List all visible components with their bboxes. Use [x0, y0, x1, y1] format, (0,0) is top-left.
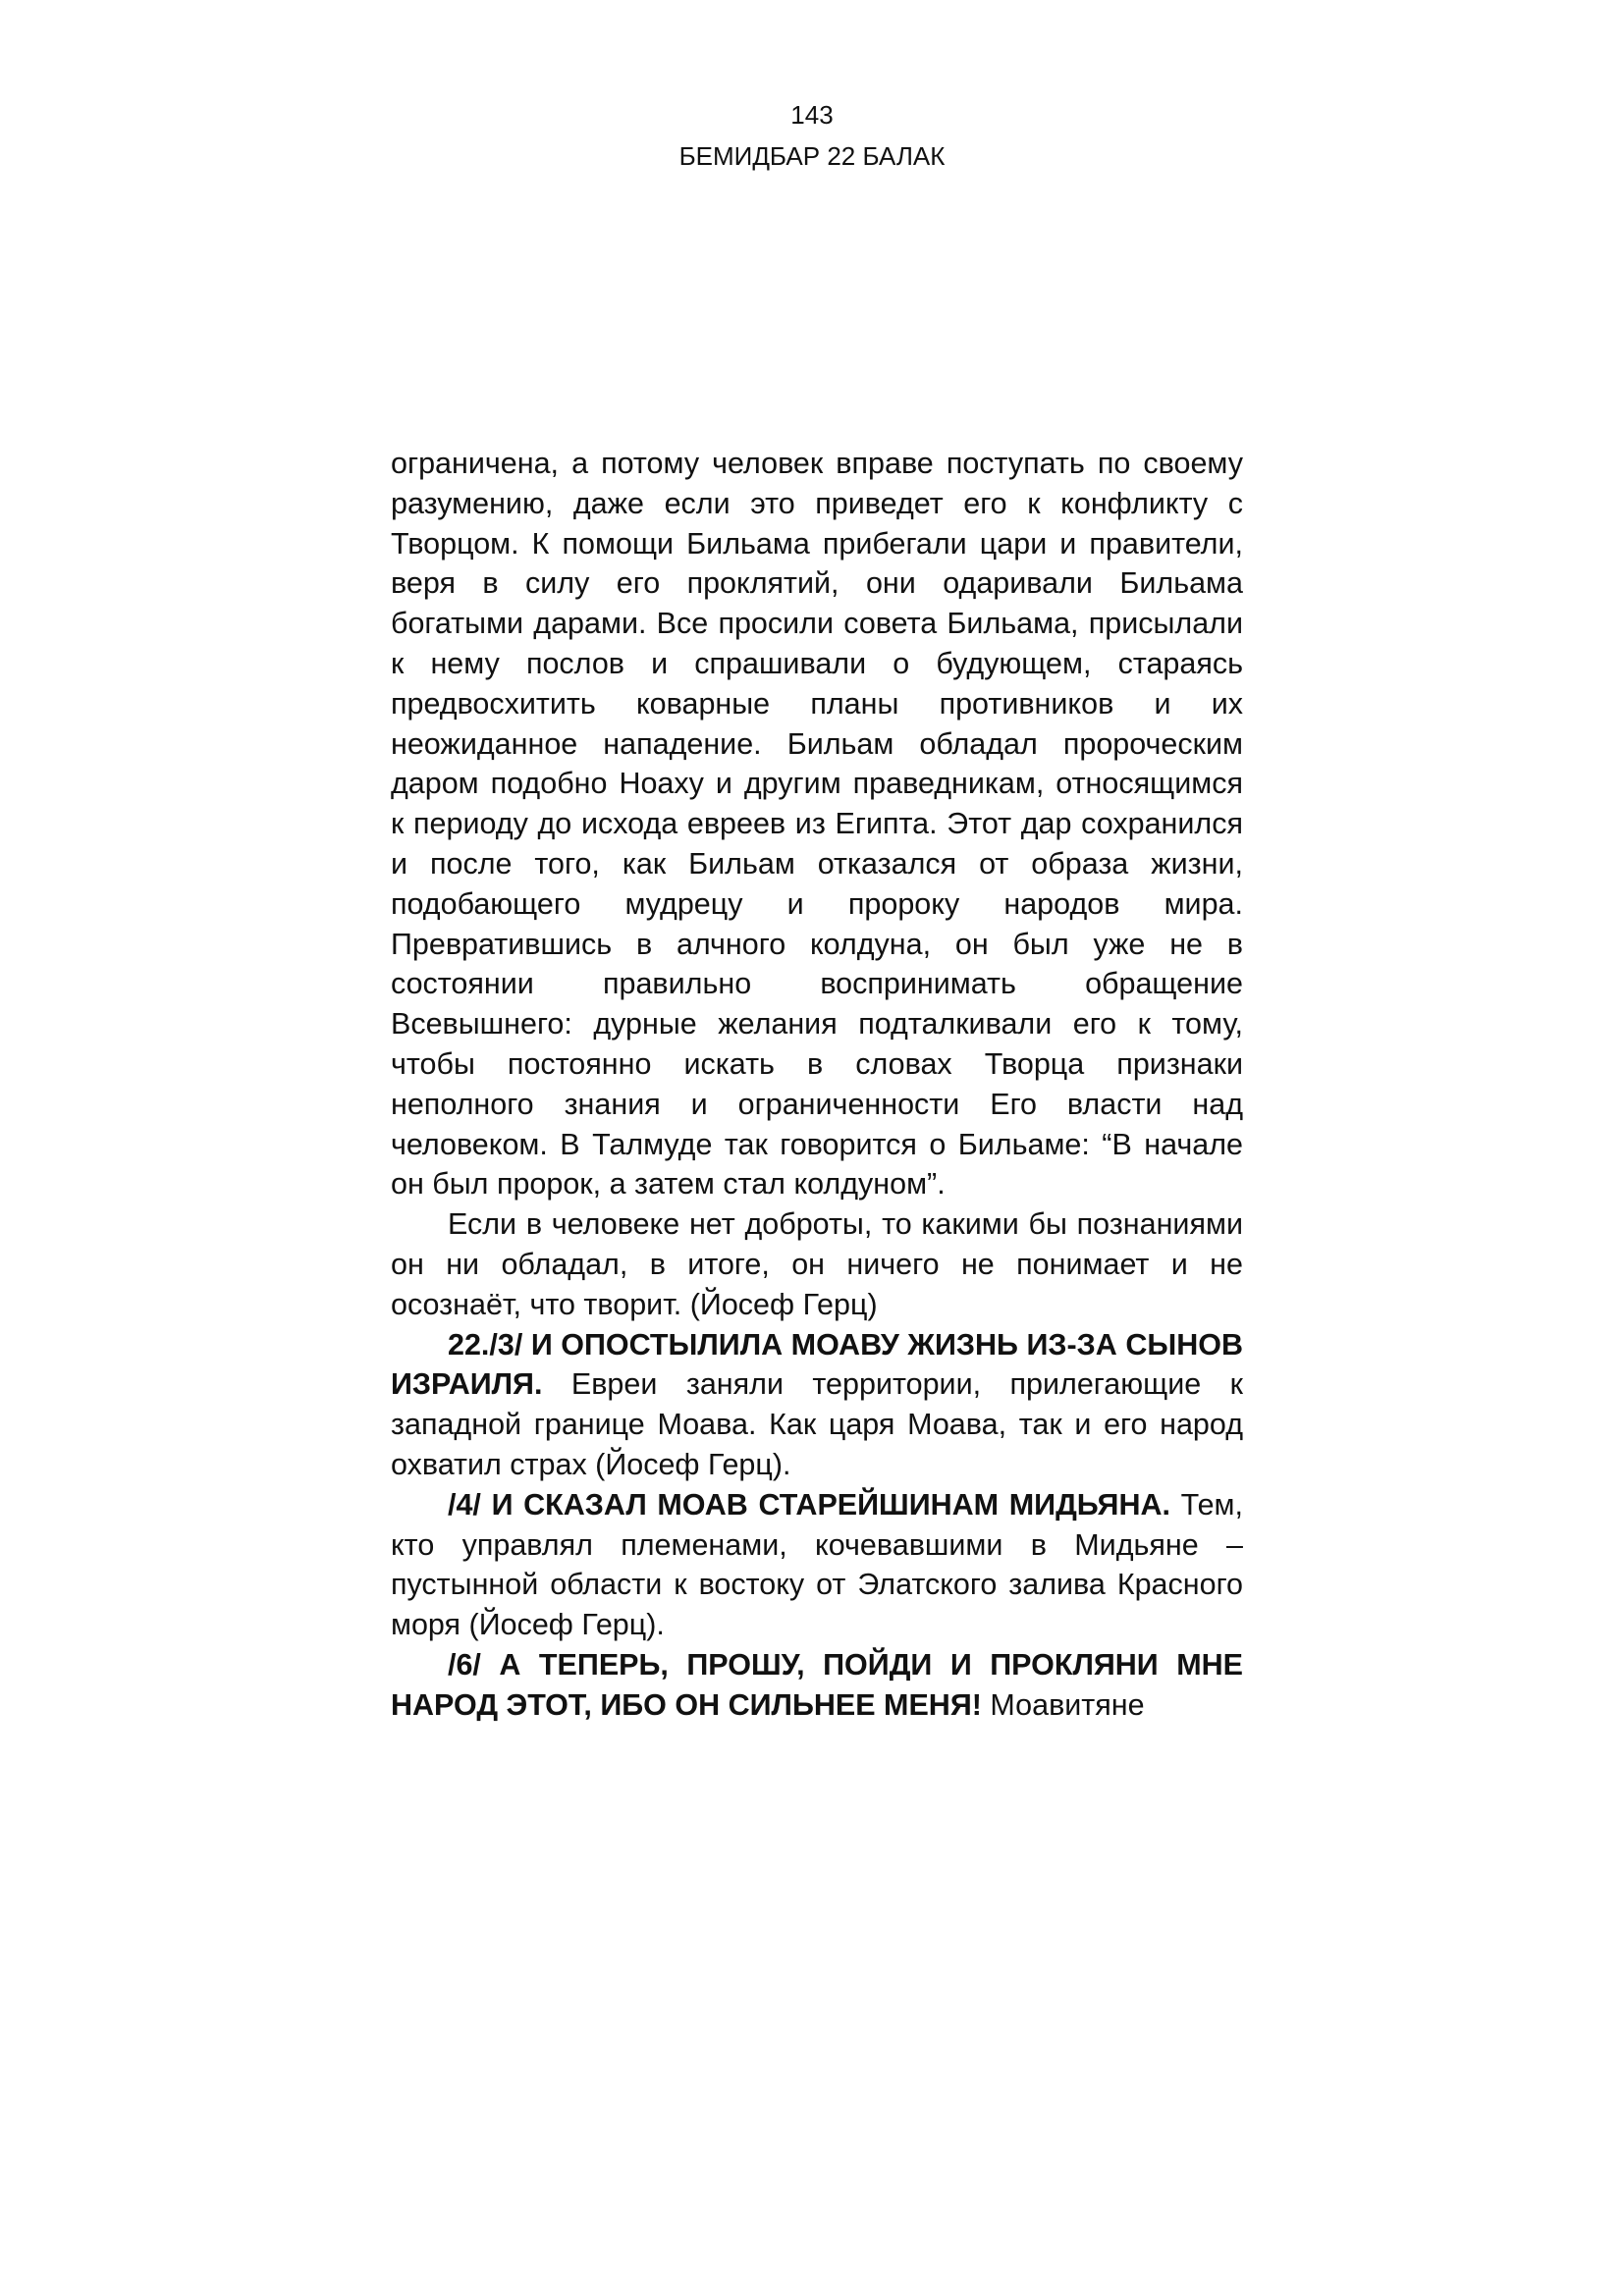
page-body — [391, 444, 1243, 1726]
running-title: БЕМИДБАР 22 БАЛАК — [678, 141, 946, 171]
paragraph-verse-6 — [391, 1645, 1243, 1726]
paragraph-quote: Если в человеке нет доброты, то какими бы познаниями он ни обладал, в итоге, он ничего не понимает и не осознаёт, что творит. (Йосеф Герц) — [391, 1207, 1243, 1321]
verse-commentary-6: Моавитяне — [981, 1687, 1145, 1722]
verse-commentary-3: Евреи заняли территории, прилегающие к западной границе Моава. Как царя Моава, так и его народ охватил страх (Йосеф Герц). — [391, 1367, 1243, 1481]
page-header — [0, 94, 1624, 177]
paragraph-verse-3 — [391, 1325, 1243, 1485]
verse-commentary-4: Тем, кто управлял племенами, кочевавшими в Мидьяне – пустынной области к востоку от Элатского залива Красного моря (Йосеф Герц). — [391, 1487, 1243, 1642]
page-number: 143 — [790, 100, 834, 130]
verse-heading-3: 22./3/ И ОПОСТЫЛИЛА МОАВУ ЖИЗНЬ ИЗ-ЗА СЫНОВ ИЗРАИЛЯ. — [391, 1327, 1243, 1402]
verse-heading-6: /6/ А ТЕПЕРЬ, ПРОШУ, ПОЙДИ И ПРОКЛЯНИ МНЕ НАРОД ЭТОТ, ИБО ОН СИЛЬНЕЕ МЕНЯ! — [391, 1647, 1243, 1722]
paragraph-continuation: ограничена, а потому человек вправе поступать по своему разумению, даже если это приведет его к конфликту с Творцом. К помощи Бильама прибегали цари и правители, веря в силу его проклятий, они одаривали Бильама богатыми дарами. Все просили совета Бильама, присылали к нему послов и спрашивали о будующем, стараясь предвосхитить коварные планы противников и их неожиданное нападение. Бильам обладал пророческим даром подобно Ноаху и другим праведникам, относящимся к периоду до исхода евреев из Египта. Этот дар сохранился и после того, как Бильам отказался от образа жизни, подобающего мудрецу и пророку народов мира. Превратившись в алчного колдуна, он был уже не в состоянии правильно воспринимать обращение Всевышнего: дурные желания подталкивали его к тому, чтобы постоянно искать в словах Творца признаки неполного знания и ограниченности Его власти над человеком. В Талмуде так говорится о Бильаме: “В начале он был пророк, а затем стал колдуном”. — [391, 447, 1243, 1201]
paragraph-verse-4 — [391, 1485, 1243, 1645]
verse-heading-4: /4/ И СКАЗАЛ МОАВ СТАРЕЙШИНАМ МИДЬЯНА. — [448, 1487, 1171, 1522]
